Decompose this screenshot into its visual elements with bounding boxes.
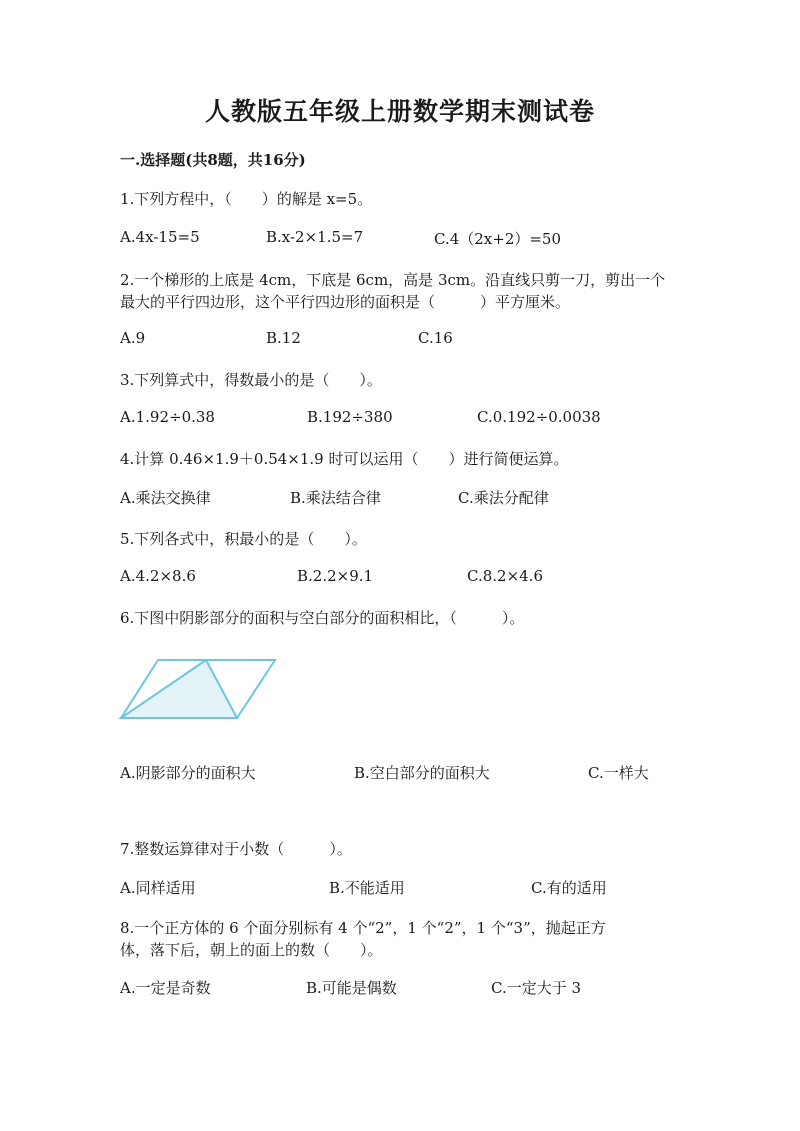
question-5-option-a: A.4.2×8.6 bbox=[120, 567, 196, 585]
question-4-option-b: B.乘法结合律 bbox=[290, 489, 381, 507]
question-6-text: 6.下图中阴影部分的面积与空白部分的面积相比，（ ）。 bbox=[120, 609, 525, 627]
question-7-option-a: A.同样适用 bbox=[120, 879, 196, 897]
question-3-option-c: C.0.192÷0.0038 bbox=[477, 408, 601, 426]
question-6-option-c: C.一样大 bbox=[588, 764, 649, 782]
question-8-text-line-2: 体，落下后，朝上的面上的数（ ）。 bbox=[120, 941, 383, 959]
question-4-text: 4.计算 0.46×1.9＋0.54×1.9 时可以运用（ ）进行简便运算。 bbox=[120, 450, 569, 468]
question-1-option-a: A.4x-15=5 bbox=[120, 228, 200, 246]
question-8-option-c: C.一定大于 3 bbox=[491, 979, 582, 997]
question-7-option-b: B.不能适用 bbox=[329, 879, 405, 897]
question-2-option-b: B.12 bbox=[266, 329, 301, 347]
question-3-option-b: B.192÷380 bbox=[307, 408, 393, 426]
question-8-option-a: A.一定是奇数 bbox=[120, 979, 211, 997]
question-7-option-c: C.有的适用 bbox=[531, 879, 607, 897]
parallelogram-figure bbox=[118, 656, 278, 722]
section-heading: 一.选择题(共8题，共16分) bbox=[120, 151, 306, 169]
question-1-text: 1.下列方程中，（ ）的解是 x=5。 bbox=[120, 190, 373, 208]
question-2-text-line-2: 最大的平行四边形，这个平行四边形的面积是（ ）平方厘米。 bbox=[120, 293, 571, 311]
question-5-option-c: C.8.2×4.6 bbox=[467, 567, 543, 585]
question-3-text: 3.下列算式中，得数最小的是（ ）。 bbox=[120, 371, 382, 389]
question-6-option-b: B.空白部分的面积大 bbox=[354, 764, 490, 782]
question-7-text: 7.整数运算律对于小数（ ）。 bbox=[120, 840, 352, 858]
question-8-option-b: B.可能是偶数 bbox=[306, 979, 397, 997]
question-5-text: 5.下列各式中，积最小的是（ ）。 bbox=[120, 530, 367, 548]
page-title: 人教版五年级上册数学期末测试卷 bbox=[204, 97, 595, 126]
question-2-option-c: C.16 bbox=[418, 329, 453, 347]
question-1-option-c: C.4（2x+2）=50 bbox=[434, 230, 562, 248]
question-4-option-a: A.乘法交换律 bbox=[120, 489, 211, 507]
question-3-option-a: A.1.92÷0.38 bbox=[120, 408, 215, 426]
question-4-option-c: C.乘法分配律 bbox=[458, 489, 549, 507]
question-2-text-line-1: 2.一个梯形的上底是 4cm，下底是 6cm，高是 3cm。沿直线只剪一刀，剪出一个 bbox=[120, 271, 666, 289]
question-8-text-line-1: 8.一个正方体的 6 个面分别标有 4 个“2”，1 个“2”，1 个“3”，抛起正方 bbox=[120, 919, 606, 937]
question-5-option-b: B.2.2×9.1 bbox=[297, 567, 374, 585]
question-2-option-a: A.9 bbox=[120, 329, 146, 347]
question-6-option-a: A.阴影部分的面积大 bbox=[120, 764, 256, 782]
question-1-option-b: B.x-2×1.5=7 bbox=[266, 228, 364, 246]
